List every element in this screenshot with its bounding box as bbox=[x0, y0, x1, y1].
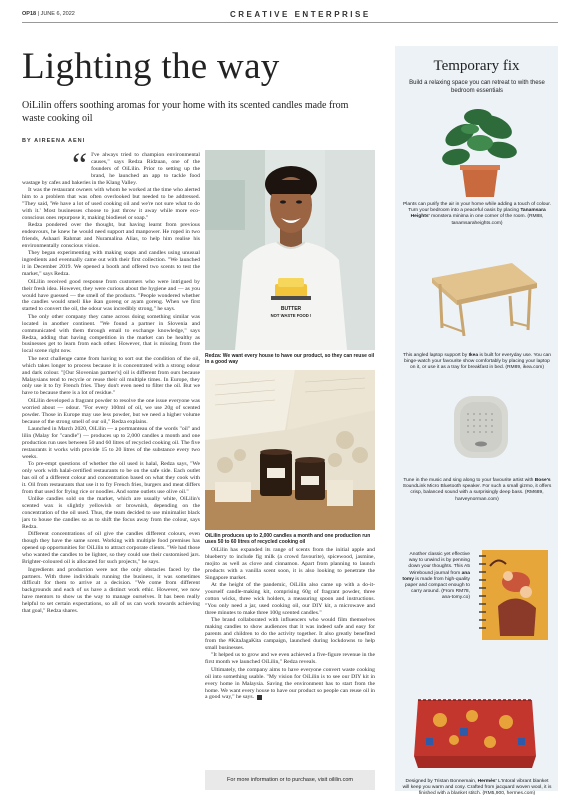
sidebar-title: Temporary fix bbox=[433, 58, 520, 74]
founder-photo bbox=[205, 150, 375, 350]
paragraph: I've always tried to champion environmental causes," says Redza Ridzuan, one of the founders of OiLilin. Prior to setting up the brand, he launched an app to tackle food wastage by cafes and bakeries in the Klang Valley. bbox=[22, 152, 200, 186]
speaker-image bbox=[452, 390, 510, 462]
paragraph: To pre-empt questions of whether the oil used is halal, Redza says, "We only work with halal-certified restaurants to be on the safe side. Each outlet has oil of a different colour and concentration based on what they cook with it. Oil from restaurants that use it to fry French fries, burgers and meat differs from that used for frying rice or noodles. And some outlets use olive oil." bbox=[22, 461, 200, 495]
footer-info: For more information or to purchase, visit oililin.com bbox=[205, 770, 375, 790]
paragraph: It was the restaurant owners with whom he worked at the time who alerted him to a problem that was often overlooked but needed to be addressed. "They said, 'We have a lot of used cooking oil and we're not sure what to do with it.' Most businesses choose to just throw it away while more eco-conscious ones repurpose it, making biodiesel or soap." bbox=[22, 187, 200, 221]
paragraph: Ingredients and production were not the only obstacles faced by the partners. With three individuals running the business, it was sometimes difficult for them to arrive at a decision. "We come from different backgrounds and each of us have a distinct work ethic. However, we now have mentors to show us the way to manage ourselves. It has been really helpful to set certain expectations, so all of us can work towards achieving that goal," Redza shares. bbox=[22, 566, 200, 615]
caption-brand: Hermès' bbox=[477, 779, 497, 784]
sidebar-item-caption bbox=[402, 202, 552, 227]
paragraph: Different concentrations of oil give the candles different colours, even though they have the same scent. Working with multiple food premises has opened up opportunities for OiLilin to attract corporate clients. "We had those who wanted the candles to be lighter, so they could use their customised jars. Brighter-coloured oil is allocated for such projects," he says. bbox=[22, 531, 200, 566]
sidebar-item-caption bbox=[400, 552, 470, 602]
paragraph: "It helped us to grow and we even achieved a five-figure revenue in the first month we launched OiLilin," Redza reveals. bbox=[205, 652, 375, 666]
caption-text: L'Intoral vibrant blanket will keep you warm and cosy. Crafted from jacquard woven wool, it is finished with a blanket stitch. (RM5,900, hermes.com) bbox=[402, 779, 552, 797]
caption-text: is made from high-quality paper and compact enough to carry around. (From RM78, ana-tomy.co) bbox=[405, 576, 470, 601]
caption-text: Designed by Tristan Bonnemain, bbox=[405, 779, 478, 784]
candles-photo bbox=[205, 370, 375, 530]
article-column-1 bbox=[22, 152, 200, 802]
article-column-2 bbox=[205, 547, 375, 772]
section-title: CREATIVE ENTERPRISE bbox=[230, 10, 371, 19]
plant-icon bbox=[440, 105, 520, 200]
founder-illustration bbox=[205, 150, 375, 350]
header-rule bbox=[22, 22, 558, 23]
paragraph: OiLilin developed a fragrant powder to resolve the one issue everyone was worried about — odour. "For every 100ml of oil, we use 20g of scented powder. Those in Europe may use less powder, but we need a higher volume because of the strong smell of our oil," Redza explains. bbox=[22, 397, 200, 425]
byline-prefix: BY bbox=[22, 138, 32, 144]
caption-text: This angled laptop support by bbox=[403, 353, 469, 358]
sidebar-item-caption bbox=[402, 353, 552, 372]
speaker-icon bbox=[452, 390, 510, 462]
sidebar-item-caption bbox=[402, 478, 552, 503]
laptop-table-icon bbox=[422, 258, 542, 338]
blanket-image bbox=[410, 690, 540, 775]
caption-bold: Redza: We want every house to have our product, so they can reuse oil in a good way bbox=[205, 353, 375, 366]
plant-image bbox=[440, 105, 520, 200]
caption-text: monstera minima in one corner of the room. (RM88, tanamsaraheights.com) bbox=[429, 214, 544, 226]
blanket-icon bbox=[410, 690, 540, 775]
author-name: AIREENA AENI bbox=[34, 138, 86, 144]
laptop-table-image bbox=[422, 258, 542, 338]
paragraph: At the height of the pandemic, OiLilin also came up with a do-it-yourself candle-making kit, comprising 60g of fragrant powder, three cotton wicks, three wick holders, a measuring spoon and instructions. "You only need a jar, used cooking oil, our DIY kit, a microwave and three minutes to make three 100g scented candles." bbox=[205, 582, 375, 616]
caption-brand: Tanamsara Heights' bbox=[410, 208, 546, 220]
photo-caption-1 bbox=[205, 353, 375, 365]
caption-bold: OiLilin produces up to 2,000 candles a month and one production run uses 50 to 60 litres of recycled cooking oil bbox=[205, 533, 371, 546]
paragraph: Unlike candles sold on the market, which are usually white, OiLilin's scented wax is slightly yellowish or brownish, depending on the concentration of the oil used. Thus, the team decided to use minimalist black jars to house the candles so as to shift the focus away from the colour, says Redza. bbox=[22, 496, 200, 530]
shirt-text-2: NOT WASTE FOOD ! bbox=[270, 313, 312, 318]
article-deck: OiLilin offers soothing aromas for your home with its scented candles made from waste cooking oil bbox=[22, 100, 349, 124]
journal-image bbox=[476, 546, 552, 644]
paragraph: Launched in March 2020, OiLilin — a portmanteau of the words "oil" and lilin (Malay for "candle") — produces up to 2,000 candles a month and one production run uses between 50 and 60 litres of recycled cooking oil. The five restaurants it works with provide 15 to 20 litres of the substance every two weeks. bbox=[22, 426, 200, 460]
caption-text: is built for everyday use. You can binge-watch your favourite show comfortably by placing your laptop on it, or use it as a tray for breakfast in bed. (RM89, ikea.com) bbox=[404, 353, 551, 371]
page-number: OP18 bbox=[22, 11, 37, 17]
paragraph bbox=[205, 667, 375, 702]
candles-illustration bbox=[205, 370, 375, 530]
byline bbox=[22, 138, 85, 144]
caption-text: Another classic yet effective way to unwind is by penning down your thoughts. This A5 Wirebound journal from bbox=[408, 552, 470, 576]
caption-brand: Bose's bbox=[534, 478, 551, 483]
caption-brand: Ikea bbox=[468, 353, 479, 358]
paragraph: The only other company they came across doing something similar was located in another continent. "We found a partner in Slovenia and communicated with them through email to exchange knowledge," says Redza, adding that having competition in the market can be healthy as businesses get to learn from each other. However, that is missing from the local scene right now. bbox=[22, 313, 200, 355]
opening-quote-mark: “ bbox=[72, 152, 88, 184]
photo-caption-2 bbox=[205, 533, 375, 545]
paragraph: OiLilin has expanded its range of scents from the initial apple and blueberry to include fig milk (a crowd favourite), spicewood, jasmine, mojito as well as clove and cinnamon. Apart from planning to launch products with a vanilla scent soon, it is also looking to penetrate the Singapore market. bbox=[205, 547, 375, 581]
paragraph: OiLilin received good response from customers who were intrigued by their fresh idea. However, they were curious about the hygiene and — as you would have guessed — the smell of the products. "People wondered whether the candles would smell like ikan goreng or ayam goreng. When we first started to convert the oil, the odour was incredibly strong," he says. bbox=[22, 278, 200, 313]
paragraph: They began experimenting with making soaps and candles using unusual ingredients and eventually came out with their first collection. "We launched it in December 2019. We opened a booth and offered two scents to test the market," says Redza. bbox=[22, 250, 200, 278]
caption-text: Plants can purify the air in your home while adding a touch of colour. Turn your bedroom into a peaceful oasis by placing bbox=[403, 202, 551, 214]
paragraph: The brand collaborated with influencers who would film themselves making candles to show audiences that it was indeed safe and easy for parents and children to do the activity together. It also greatly benefited from the #KitaJagaKita campaign, launched during lockdowns to help small businesses. bbox=[205, 617, 375, 651]
caption-text: SoundLink Micro Bluetooth speaker. For such a small gizmo, it offers crisp, balanced sound with a surprisingly deep bass. (RM689, harveynorman.com) bbox=[402, 484, 552, 502]
issue-date: JUNE 6, 2022 bbox=[40, 11, 75, 17]
paragraph-text: Ultimately, the company aims to have everyone convert waste cooking oil into something usable. "My vision for OiLilin is to see our DIY kit in every home in Malaysia. Saving the environment has to start from the home. We want every house to have our product so people can reuse oil in a good way," he says. bbox=[205, 666, 375, 701]
sidebar-deck: Build a relaxing space you can retreat to with these bedroom essentials bbox=[409, 80, 545, 94]
caption-text: Tune in the music and sing along to your favourite artist with bbox=[403, 478, 535, 483]
journal-icon bbox=[476, 546, 552, 644]
shirt-text-1: BUTTER bbox=[280, 306, 302, 312]
headline: Lighting the way bbox=[22, 46, 280, 87]
caption-brand: ana tomy bbox=[402, 570, 470, 582]
end-mark-icon bbox=[257, 695, 262, 700]
page-folio: OP18 | JUNE 6, 2022 bbox=[22, 11, 75, 17]
sidebar-item-caption bbox=[402, 779, 552, 798]
paragraph: Redza pondered over the thought, but having learnt from previous endeavours, he knew he would need support and manpower. He roped in two friends, Ashaari Rahmat and Nuramalina Alias, to help him realise his environmentally conscious vision. bbox=[22, 222, 200, 249]
paragraph: The next challenge came from having to sort out the condition of the oil, which takes longer to process because it is concentrated with a strong odour and dark colour. "[Our Slovenian partner's] oil is different from ours because Malaysians tend to recycle or reuse their oil multiple times. In Europe, they only use it to fry French fries. They don't even need to filter the oil. But we have to because there is a lot of residue." bbox=[22, 355, 200, 397]
